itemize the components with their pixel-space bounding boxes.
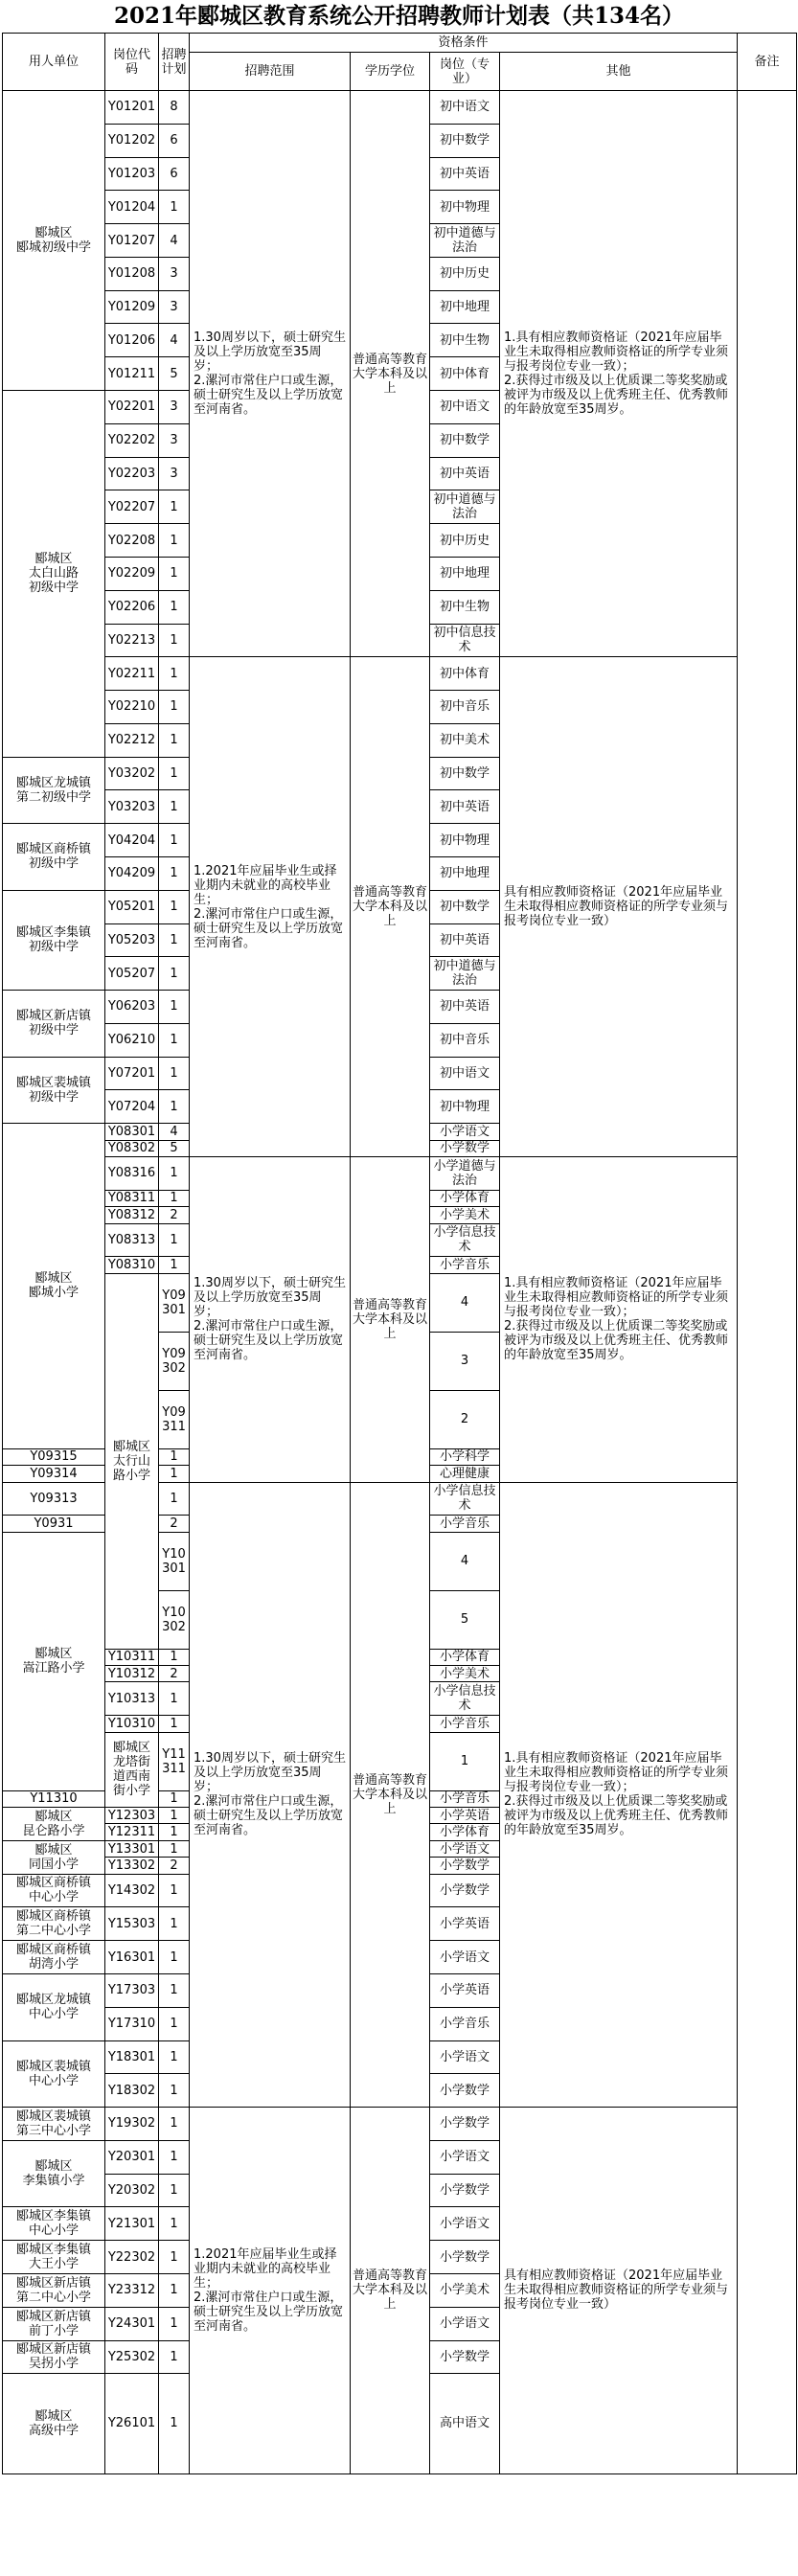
unit-name-cell: 郾城区 太白山路 初级中学 [3,391,105,758]
post-subject-cell: 初中语文 [430,1057,500,1090]
header-unit: 用人单位 [3,34,105,91]
unit-name-cell: 郾城区龙城镇 第二初级中学 [3,757,105,824]
post-subject-cell: 小学语文 [430,1124,500,1140]
post-subject-cell: 初中生物 [430,324,500,357]
post-subject-cell: 初中地理 [430,856,500,890]
plan-count-cell: 1 [159,723,190,757]
post-code-cell: Y01209 [105,290,159,324]
post-subject-cell: 小学音乐 [430,2007,500,2040]
header-plan: 招聘计划 [159,34,190,91]
post-code-cell: Y09311 [159,1390,190,1448]
post-subject-cell: 初中语文 [430,91,500,125]
plan-count-cell: 1 [159,1257,190,1273]
post-subject-cell: 初中生物 [430,590,500,624]
post-subject-cell: 初中英语 [430,991,500,1024]
unit-name-cell: 郾城区新店镇 第二中心小学 [3,2273,105,2307]
post-code-cell: Y08313 [105,1223,159,1257]
table-row [3,657,797,673]
post-code-cell: Y24301 [105,2307,159,2340]
plan-count-cell: 1 [159,1023,190,1057]
post-subject-cell: 小学美术 [430,1666,500,1682]
table-row [3,1157,797,1174]
post-code-cell: Y17310 [105,2007,159,2040]
plan-count-cell: 1 [430,1732,500,1790]
post-code-cell: Y01206 [105,324,159,357]
scope-cell: 1.30周岁以下，硕士研究生及以上学历放宽至35周岁； 2.漯河市常住户口或生源，硕士研究生及以上学历放宽至河南省。 [190,91,351,657]
post-code-cell: Y02206 [105,590,159,624]
other-requirements-cell: 1.具有相应教师资格证（2021年应届毕业生未取得相应教师资格证的所学专业须与报考岗位专业一致）； 2.获得过市级及以上优质课二等奖奖励或被评为市级及以上优秀班主任、优秀教师的年龄放宽至35周岁。 [500,1482,738,2108]
plan-count-cell: 1 [159,2241,190,2274]
plan-count-cell: 1 [159,890,190,923]
plan-count-cell: 2 [159,1207,190,1223]
post-code-cell: Y09313 [3,1482,105,1516]
scope-cell: 1.30周岁以下，硕士研究生及以上学历放宽至35周岁； 2.漯河市常住户口或生源，硕士研究生及以上学历放宽至河南省。 [190,1157,351,1483]
plan-count-cell: 1 [159,1448,190,1465]
post-subject-cell: 初中物理 [430,1090,500,1124]
post-subject-cell: 小学数学 [430,2174,500,2207]
plan-count-cell: 1 [159,2040,190,2074]
plan-count-cell: 1 [159,1223,190,1257]
plan-count-cell: 1 [159,757,190,790]
post-code-cell: Y10301 [159,1532,190,1590]
post-code-cell: Y08316 [105,1157,159,1191]
post-code-cell: Y10302 [159,1590,190,1649]
post-code-cell: Y16301 [105,1941,159,1974]
plan-count-cell: 1 [159,1790,190,1807]
unit-name-cell: 郾城区新店镇 吴拐小学 [3,2340,105,2374]
post-subject-cell: 小学数学 [430,1874,500,1907]
post-subject-cell: 初中物理 [430,824,500,857]
header-post: 岗位（专业） [430,53,500,91]
plan-count-cell: 1 [159,824,190,857]
post-subject-cell: 初中地理 [430,557,500,590]
post-code-cell: Y11311 [159,1732,190,1790]
unit-name-cell: 郾城区新店镇 初级中学 [3,991,105,1058]
post-code-cell: Y0931 [3,1516,105,1532]
plan-count-cell: 1 [159,856,190,890]
post-code-cell: Y12303 [105,1808,159,1824]
post-code-cell: Y05207 [105,957,159,991]
education-cell: 普通高等教育大学本科及以上 [351,91,430,657]
plan-count-cell: 1 [159,1716,190,1732]
post-code-cell: Y04204 [105,824,159,857]
post-code-cell: Y01202 [105,124,159,157]
post-subject-cell: 小学数学 [430,2340,500,2374]
plan-count-cell: 1 [159,2340,190,2374]
post-code-cell: Y01207 [105,224,159,258]
header-other: 其他 [500,53,738,91]
post-code-cell: Y01201 [105,91,159,125]
plan-count-cell: 2 [159,1858,190,1874]
post-code-cell: Y05203 [105,923,159,957]
post-code-cell: Y08301 [105,1124,159,1140]
plan-count-cell: 1 [159,2108,190,2141]
plan-count-cell: 8 [159,91,190,125]
post-code-cell: Y04209 [105,856,159,890]
post-code-cell: Y13301 [105,1840,159,1857]
plan-count-cell: 1 [159,957,190,991]
unit-name-cell: 郾城区新店镇 前丁小学 [3,2307,105,2340]
post-subject-cell: 小学语文 [430,2140,500,2174]
post-subject-cell: 初中英语 [430,923,500,957]
post-subject-cell: 小学美术 [430,1207,500,1223]
post-code-cell: Y09302 [159,1332,190,1390]
post-subject-cell: 小学数学 [430,2241,500,2274]
unit-name-cell: 郾城区龙城镇 中心小学 [3,1973,105,2040]
post-subject-cell: 初中英语 [430,457,500,490]
post-subject-cell: 小学数学 [430,2108,500,2141]
plan-count-cell: 5 [159,1140,190,1156]
post-code-cell: Y06210 [105,1023,159,1057]
unit-name-cell: 郾城区商桥镇 胡湾小学 [3,1941,105,1974]
unit-name-cell: 郾城区 昆仑路小学 [3,1808,105,1841]
post-code-cell: Y02208 [105,524,159,558]
other-requirements-cell: 具有相应教师资格证（2021年应届毕业生未取得相应教师资格证的所学专业须与报考岗位专业一致） [500,2108,738,2474]
plan-count-cell: 6 [159,124,190,157]
plan-count-cell: 4 [430,1273,500,1332]
page-title: 2021年郾城区教育系统公开招聘教师计划表（共134名） [113,3,685,29]
post-code-cell: Y08312 [105,1207,159,1223]
post-code-cell: Y03202 [105,757,159,790]
post-subject-cell: 初中数学 [430,757,500,790]
post-subject-cell: 小学音乐 [430,1516,500,1532]
plan-count-cell: 2 [430,1390,500,1448]
other-requirements-cell: 具有相应教师资格证（2021年应届毕业生未取得相应教师资格证的所学专业须与报考岗位专业一致） [500,657,738,1157]
education-cell: 普通高等教育大学本科及以上 [351,2108,430,2474]
table-row [3,91,797,107]
plan-count-cell: 1 [159,524,190,558]
plan-count-cell: 1 [159,191,190,224]
post-code-cell: Y25302 [105,2340,159,2374]
plan-count-cell: 1 [159,2307,190,2340]
plan-count-cell: 3 [159,391,190,424]
post-code-cell: Y05201 [105,890,159,923]
plan-count-cell: 1 [159,2273,190,2307]
post-subject-cell: 小学音乐 [430,1257,500,1273]
post-subject-cell: 小学体育 [430,1824,500,1840]
post-code-cell: Y18301 [105,2040,159,2074]
post-subject-cell: 小学信息技术 [430,1482,500,1516]
post-code-cell: Y02210 [105,691,159,724]
post-code-cell: Y02213 [105,624,159,657]
post-code-cell: Y02203 [105,457,159,490]
post-subject-cell: 小学语文 [430,2207,500,2241]
post-code-cell: Y02207 [105,490,159,524]
plan-count-cell: 1 [159,1157,190,1191]
plan-count-cell: 1 [159,1190,190,1206]
unit-name-cell: 郾城区裴城镇 初级中学 [3,1057,105,1124]
plan-count-cell: 1 [159,557,190,590]
plan-count-cell: 1 [159,2007,190,2040]
remark-cell [738,91,797,2474]
post-code-cell: Y01203 [105,157,159,191]
post-code-cell: Y08302 [105,1140,159,1156]
post-code-cell: Y21301 [105,2207,159,2241]
post-subject-cell: 小学数学 [430,1858,500,1874]
post-code-cell: Y02202 [105,423,159,457]
plan-count-cell: 1 [159,2174,190,2207]
post-code-cell: Y15303 [105,1907,159,1941]
education-cell: 普通高等教育大学本科及以上 [351,1482,430,2108]
post-subject-cell: 初中历史 [430,524,500,558]
post-subject-cell: 初中语文 [430,391,500,424]
post-subject-cell: 小学体育 [430,1190,500,1206]
post-code-cell: Y17303 [105,1973,159,2007]
unit-name-cell: 郾城区李集镇 初级中学 [3,890,105,990]
plan-count-cell: 3 [159,423,190,457]
plan-count-cell: 1 [159,1090,190,1124]
table-body [3,91,797,2474]
other-requirements-cell: 1.具有相应教师资格证（2021年应届毕业生未取得相应教师资格证的所学专业须与报考岗位专业一致）； 2.获得过市级及以上优质课二等奖奖励或被评为市级及以上优秀班主任、优秀教师的年龄放宽至35周岁。 [500,1157,738,1483]
plan-count-cell: 1 [159,624,190,657]
plan-count-cell: 4 [159,324,190,357]
plan-count-cell: 1 [159,691,190,724]
header-remark: 备注 [738,34,797,91]
recruitment-table [2,33,797,2474]
post-subject-cell: 小学语文 [430,2040,500,2074]
plan-count-cell: 1 [159,1682,190,1716]
scope-cell: 1.30周岁以下，硕士研究生及以上学历放宽至35周岁； 2.漯河市常住户口或生源，硕士研究生及以上学历放宽至河南省。 [190,1482,351,2108]
post-subject-cell: 小学科学 [430,1448,500,1465]
unit-name-cell: 郾城区 高级中学 [3,2374,105,2473]
post-subject-cell: 初中道德与法治 [430,490,500,524]
unit-name-cell: 郾城区李集镇 大王小学 [3,2241,105,2274]
plan-count-cell: 1 [159,2140,190,2174]
post-code-cell: Y02211 [105,657,159,691]
post-subject-cell: 初中英语 [430,790,500,824]
post-subject-cell: 小学英语 [430,1973,500,2007]
post-code-cell: Y18302 [105,2074,159,2108]
post-subject-cell: 初中体育 [430,357,500,391]
post-subject-cell: 小学语文 [430,1840,500,1857]
plan-count-cell: 3 [430,1332,500,1390]
post-code-cell: Y19302 [105,2108,159,2141]
post-code-cell: Y10311 [105,1649,159,1665]
header-conditions: 资格条件 [190,34,738,53]
post-subject-cell: 小学体育 [430,1649,500,1665]
plan-count-cell: 1 [159,1973,190,2007]
plan-count-cell: 2 [159,1666,190,1682]
post-code-cell: Y11310 [3,1790,105,1807]
post-subject-cell: 小学道德与法治 [430,1157,500,1191]
plan-count-cell: 4 [430,1532,500,1590]
plan-count-cell: 6 [159,157,190,191]
post-subject-cell: 初中数学 [430,423,500,457]
post-code-cell: Y13302 [105,1858,159,1874]
unit-name-cell: 郾城区 太行山路小学 [105,1273,159,1649]
unit-name-cell: 郾城区商桥镇 初级中学 [3,824,105,891]
post-code-cell: Y12311 [105,1824,159,1840]
post-code-cell: Y20302 [105,2174,159,2207]
unit-name-cell: 郾城区 同国小学 [3,1840,105,1874]
plan-count-cell: 2 [159,1516,190,1532]
table-row [3,2108,797,2124]
post-code-cell: Y01208 [105,257,159,290]
scope-cell: 1.2021年应届毕业生或择业期内未就业的高校毕业生； 2.漯河市常住户口或生源，硕士研究生及以上学历放宽至河南省。 [190,2108,351,2474]
unit-name-cell: 郾城区 嵩江路小学 [3,1532,105,1790]
plan-count-cell: 1 [159,1840,190,1857]
header-edu: 学历学位 [351,53,430,91]
post-code-cell: Y10310 [105,1716,159,1732]
plan-count-cell: 1 [159,1057,190,1090]
post-subject-cell: 初中数学 [430,890,500,923]
post-subject-cell: 初中道德与法治 [430,224,500,258]
plan-count-cell: 1 [159,923,190,957]
unit-name-cell: 郾城区裴城镇 中心小学 [3,2040,105,2108]
plan-count-cell: 3 [159,257,190,290]
post-subject-cell: 初中英语 [430,157,500,191]
post-code-cell: Y02212 [105,723,159,757]
plan-count-cell: 1 [159,790,190,824]
post-subject-cell: 初中音乐 [430,1023,500,1057]
plan-count-cell: 1 [159,2207,190,2241]
plan-count-cell: 1 [159,1466,190,1482]
unit-name-cell: 郾城区龙塔街 道西南街小学 [105,1732,159,1807]
plan-count-cell: 1 [159,590,190,624]
unit-name-cell: 郾城区商桥镇 第二中心小学 [3,1907,105,1941]
plan-count-cell: 1 [159,1824,190,1840]
post-code-cell: Y03203 [105,790,159,824]
post-code-cell: Y07204 [105,1090,159,1124]
plan-count-cell: 3 [159,290,190,324]
post-code-cell: Y09315 [3,1448,105,1465]
plan-count-cell: 1 [159,657,190,691]
education-cell: 普通高等教育大学本科及以上 [351,1157,430,1483]
post-subject-cell: 小学数学 [430,1140,500,1156]
post-code-cell: Y20301 [105,2140,159,2174]
post-code-cell: Y26101 [105,2374,159,2473]
unit-name-cell: 郾城区 郾城小学 [3,1124,105,1449]
plan-count-cell: 5 [430,1590,500,1649]
post-code-cell: Y22302 [105,2241,159,2274]
plan-count-cell: 1 [159,991,190,1024]
post-code-cell: Y06203 [105,991,159,1024]
unit-name-cell: 郾城区商桥镇 中心小学 [3,1874,105,1907]
unit-name-cell: 郾城区李集镇 中心小学 [3,2207,105,2241]
post-subject-cell: 小学音乐 [430,1790,500,1807]
post-code-cell: Y23312 [105,2273,159,2307]
post-subject-cell: 小学语文 [430,1941,500,1974]
post-subject-cell: 小学信息技术 [430,1682,500,1716]
post-code-cell: Y01204 [105,191,159,224]
post-subject-cell: 初中体育 [430,657,500,691]
plan-count-cell: 1 [159,1808,190,1824]
plan-count-cell: 1 [159,1874,190,1907]
post-subject-cell: 初中地理 [430,290,500,324]
post-subject-cell: 心理健康 [430,1466,500,1482]
post-code-cell: Y08311 [105,1190,159,1206]
post-code-cell: Y09314 [3,1466,105,1482]
post-subject-cell: 小学英语 [430,1808,500,1824]
post-subject-cell: 小学数学 [430,2074,500,2108]
unit-name-cell: 郾城区 李集镇小学 [3,2140,105,2207]
post-code-cell: Y02209 [105,557,159,590]
plan-count-cell: 1 [159,490,190,524]
post-subject-cell: 初中信息技术 [430,624,500,657]
plan-count-cell: 4 [159,224,190,258]
post-code-cell: Y02201 [105,391,159,424]
plan-count-cell: 4 [159,1124,190,1140]
post-subject-cell: 初中道德与法治 [430,957,500,991]
post-code-cell: Y08310 [105,1257,159,1273]
post-code-cell: Y10312 [105,1666,159,1682]
post-subject-cell: 小学语文 [430,2307,500,2340]
header-code: 岗位代码 [105,34,159,91]
post-subject-cell: 初中音乐 [430,691,500,724]
plan-count-cell: 1 [159,2074,190,2108]
education-cell: 普通高等教育大学本科及以上 [351,657,430,1157]
other-requirements-cell: 1.具有相应教师资格证（2021年应届毕业生未取得相应教师资格证的所学专业须与报考岗位专业一致）； 2.获得过市级及以上优质课二等奖奖励或被评为市级及以上优秀班主任、优秀教师的年龄放宽至35周岁。 [500,91,738,657]
post-code-cell: Y01211 [105,357,159,391]
plan-count-cell: 1 [159,1907,190,1941]
post-code-cell: Y10313 [105,1682,159,1716]
post-code-cell: Y07201 [105,1057,159,1090]
post-subject-cell: 小学美术 [430,2273,500,2307]
plan-count-cell: 1 [159,1941,190,1974]
post-subject-cell: 初中历史 [430,257,500,290]
scope-cell: 1.2021年应届毕业生或择业期内未就业的高校毕业生； 2.漯河市常住户口或生源，硕士研究生及以上学历放宽至河南省。 [190,657,351,1157]
post-subject-cell: 小学信息技术 [430,1223,500,1257]
post-subject-cell: 小学英语 [430,1907,500,1941]
post-subject-cell: 小学音乐 [430,1716,500,1732]
post-subject-cell: 初中美术 [430,723,500,757]
post-code-cell: Y14302 [105,1874,159,1907]
plan-count-cell: 1 [159,1482,190,1516]
plan-count-cell: 3 [159,457,190,490]
plan-count-cell: 1 [159,2374,190,2473]
post-subject-cell: 高中语文 [430,2374,500,2473]
post-subject-cell: 初中物理 [430,191,500,224]
header-scope: 招聘范围 [190,53,351,91]
unit-name-cell: 郾城区裴城镇 第三中心小学 [3,2108,105,2141]
unit-name-cell: 郾城区 郾城初级中学 [3,91,105,391]
plan-count-cell: 1 [159,1649,190,1665]
plan-count-cell: 5 [159,357,190,391]
post-code-cell: Y09301 [159,1273,190,1332]
post-subject-cell: 初中数学 [430,124,500,157]
